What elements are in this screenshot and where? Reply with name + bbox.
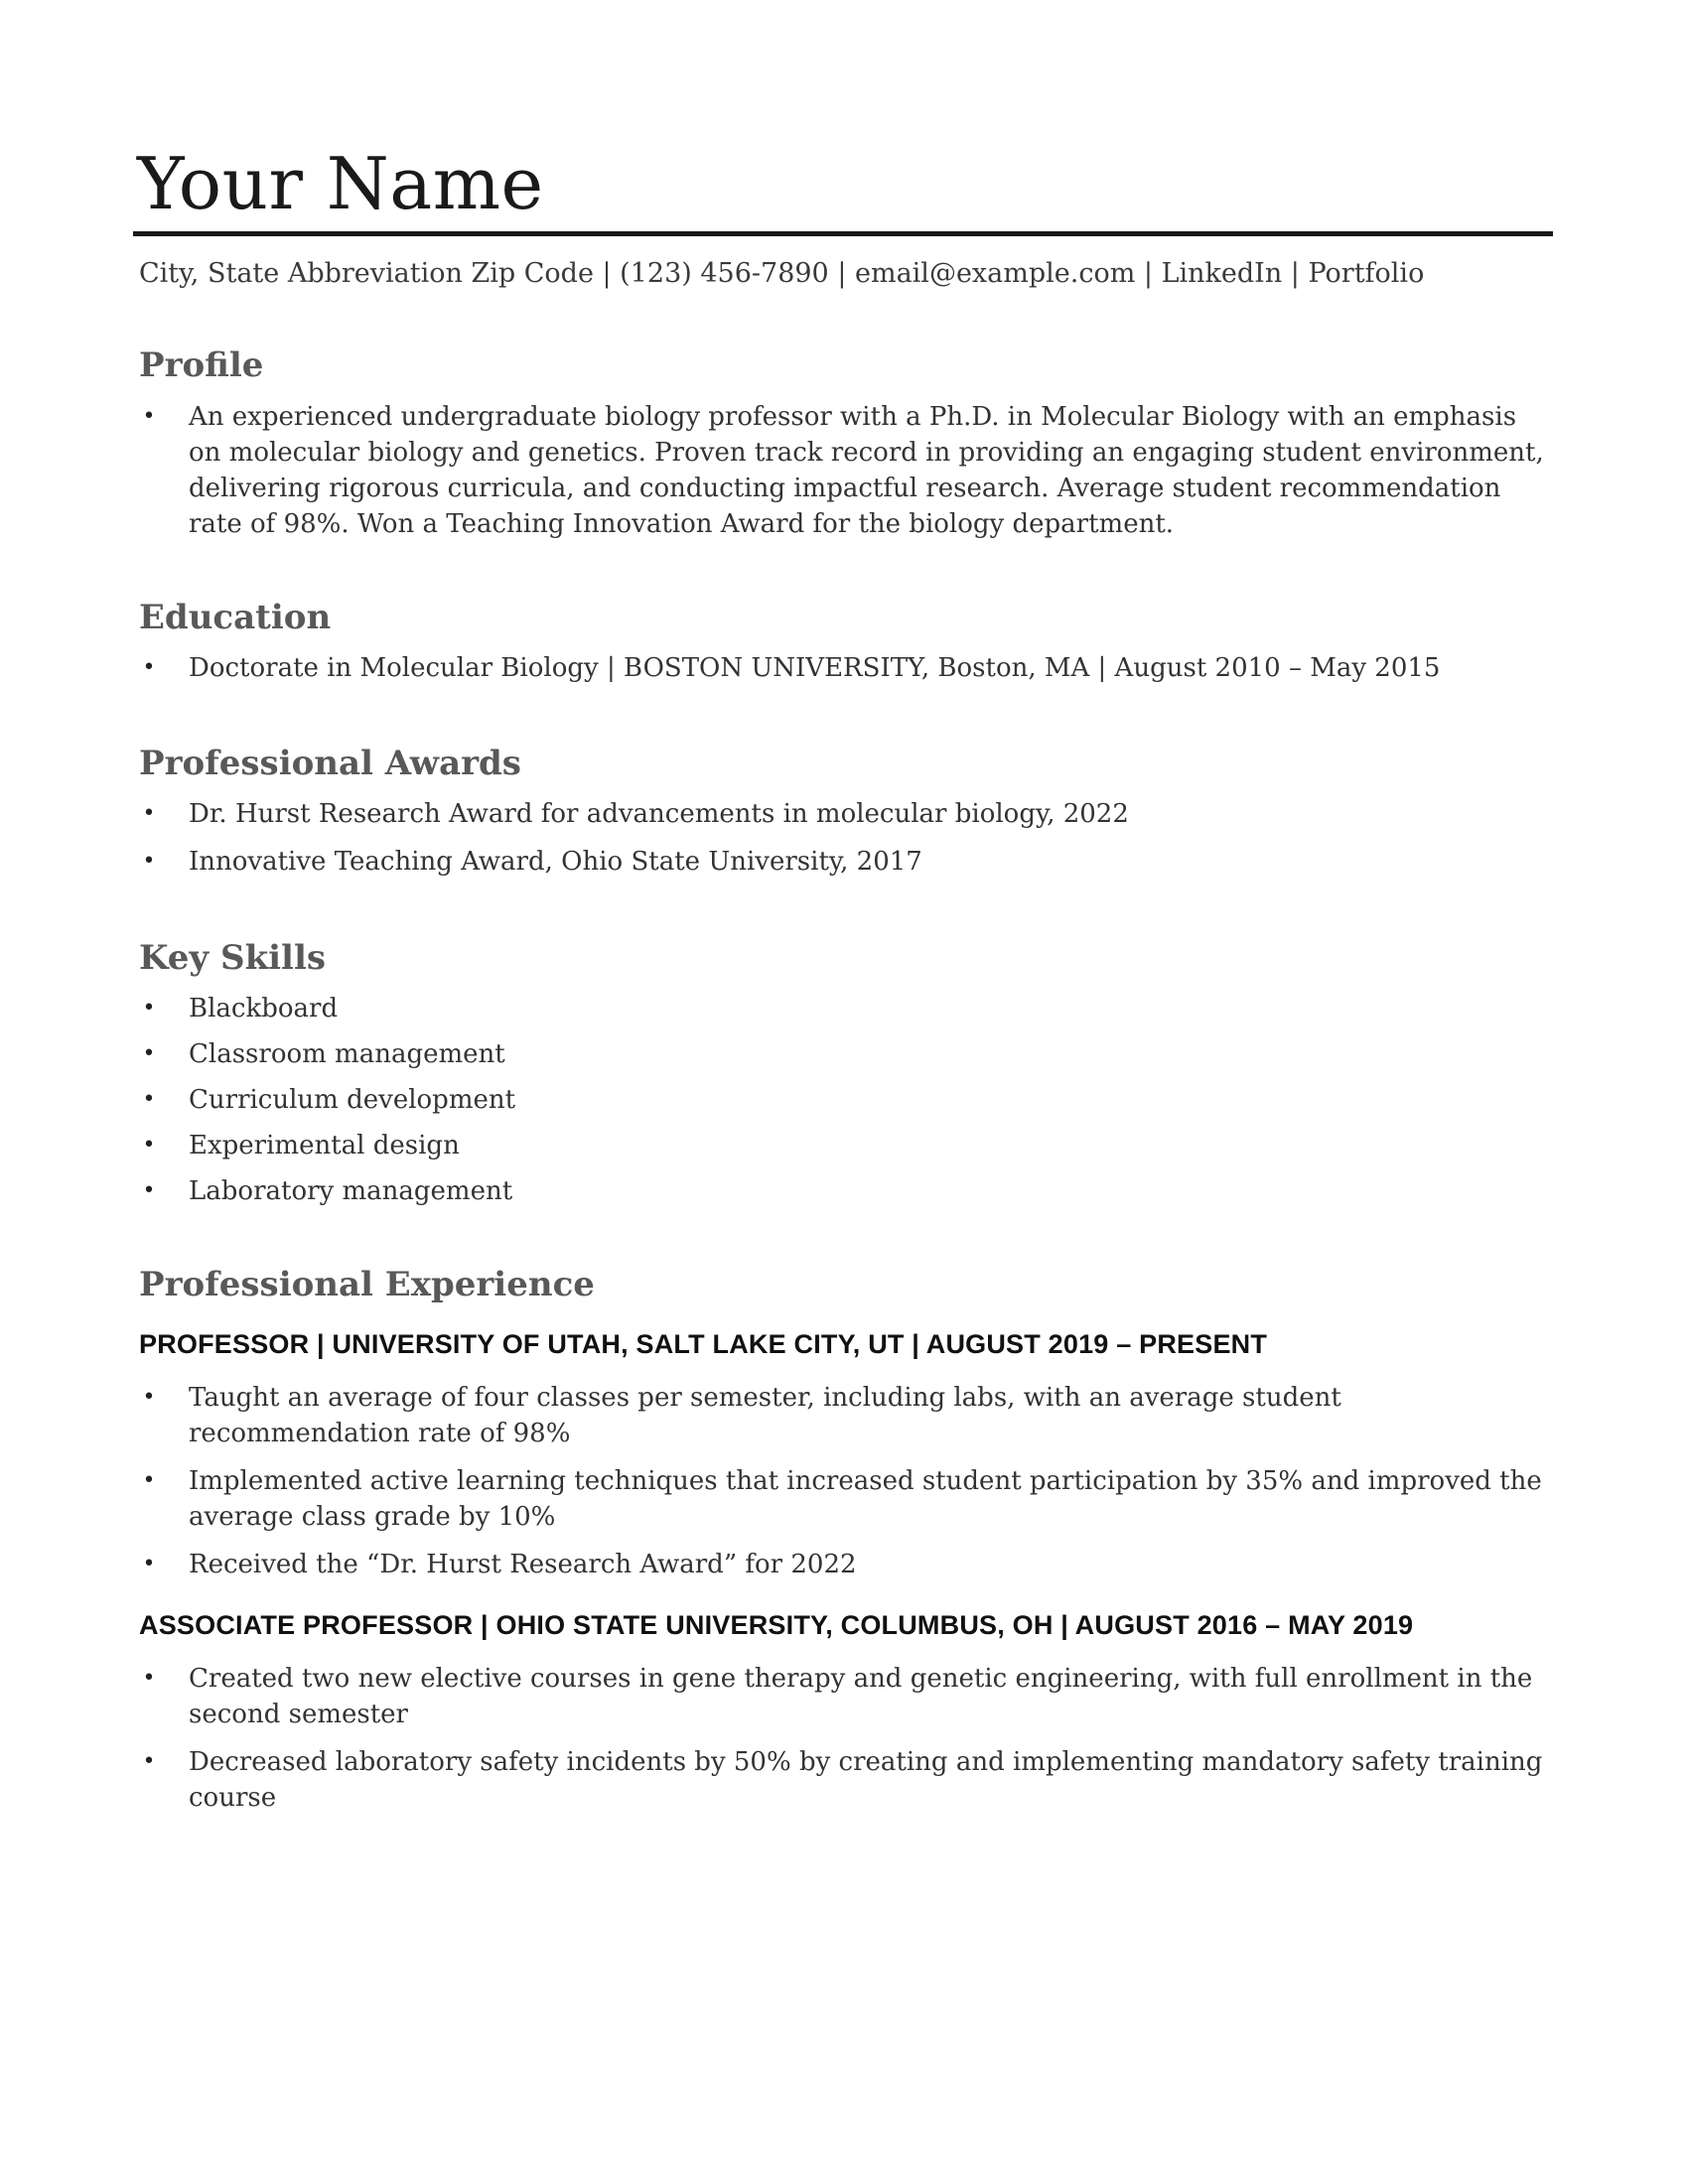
awards-heading: Professional Awards — [139, 744, 521, 783]
job-achievement: Taught an average of four classes per semester, including labs, with an average student recommendation rate of 98% — [189, 1383, 1341, 1448]
list-item — [139, 1082, 1549, 1118]
skills-heading: Key Skills — [139, 938, 327, 978]
skill-entry: Classroom management — [189, 1039, 505, 1069]
contact-line: City, State Abbreviation Zip Code | (123) 456-7890 | email@example.com | LinkedIn | Portfolio — [139, 258, 1425, 289]
skills-list — [139, 991, 1549, 1209]
bullet-icon: • — [142, 404, 156, 429]
bullet-icon: • — [142, 1749, 156, 1774]
award-entry: Dr. Hurst Research Award for advancements in molecular biology, 2022 — [189, 799, 1129, 829]
bullet-icon: • — [142, 1133, 156, 1158]
bullet-icon: • — [142, 1385, 156, 1410]
list-item — [139, 1380, 1549, 1451]
bullet-icon: • — [142, 1041, 156, 1066]
job-achievement: Decreased laboratory safety incidents by 50% by creating and implementing mandatory safety training course — [189, 1747, 1543, 1813]
job-list-associate-professor — [139, 1661, 1549, 1816]
list-item — [139, 1661, 1549, 1732]
education-heading: Education — [139, 598, 332, 637]
bullet-icon: • — [142, 801, 156, 826]
list-item — [139, 1128, 1549, 1163]
award-entry: Innovative Teaching Award, Ohio State University, 2017 — [189, 847, 922, 877]
bullet-icon: • — [142, 849, 156, 874]
list-item — [139, 991, 1549, 1026]
education-list — [139, 650, 1549, 686]
education-entry: Doctorate in Molecular Biology | BOSTON UNIVERSITY, Boston, MA | August 2010 – May 2015 — [189, 653, 1441, 683]
list-item — [139, 1744, 1549, 1816]
job-heading-associate-professor: ASSOCIATE PROFESSOR | OHIO STATE UNIVERSITY, COLUMBUS, OH | AUGUST 2016 – MAY 2019 — [139, 1610, 1414, 1640]
job-heading-professor: PROFESSOR | UNIVERSITY OF UTAH, SALT LAKE CITY, UT | AUGUST 2019 – PRESENT — [139, 1329, 1268, 1359]
bullet-icon: • — [142, 996, 156, 1021]
skill-entry: Curriculum development — [189, 1085, 516, 1115]
bullet-icon: • — [142, 1468, 156, 1493]
awards-list — [139, 796, 1549, 880]
job-list-professor — [139, 1380, 1549, 1582]
list-item — [139, 1173, 1549, 1209]
candidate-name: Your Name — [137, 142, 544, 225]
job-achievement: Received the “Dr. Hurst Research Award” for 2022 — [189, 1550, 857, 1579]
list-item — [139, 1547, 1549, 1582]
bullet-icon: • — [142, 655, 156, 680]
bullet-icon: • — [142, 1552, 156, 1576]
list-item — [139, 844, 1549, 880]
profile-list — [139, 399, 1549, 542]
skill-entry: Blackboard — [189, 994, 339, 1024]
header-divider — [133, 231, 1553, 236]
list-item — [139, 1036, 1549, 1072]
profile-heading: Profile — [139, 345, 264, 385]
list-item — [139, 1463, 1549, 1535]
experience-heading: Professional Experience — [139, 1265, 595, 1304]
list-item — [139, 399, 1549, 542]
list-item — [139, 650, 1549, 686]
job-achievement: Created two new elective courses in gene therapy and genetic engineering, with full enrollment in the second semester — [189, 1664, 1533, 1729]
job-achievement: Implemented active learning techniques that increased student participation by 35% and improved the average class grade by 10% — [189, 1466, 1542, 1532]
profile-text: An experienced undergraduate biology professor with a Ph.D. in Molecular Biology with an emphasis on molecular biology and genetics. Proven track record in providing an engaging student environment, delivering rigorous curricula, and conducting impactful research. Average student recommendation rate of 98%. Won a Teaching Innovation Award for the biology department. — [189, 402, 1544, 539]
bullet-icon: • — [142, 1178, 156, 1203]
bullet-icon: • — [142, 1087, 156, 1112]
bullet-icon: • — [142, 1666, 156, 1691]
list-item — [139, 796, 1549, 832]
skill-entry: Laboratory management — [189, 1176, 513, 1206]
skill-entry: Experimental design — [189, 1131, 460, 1160]
